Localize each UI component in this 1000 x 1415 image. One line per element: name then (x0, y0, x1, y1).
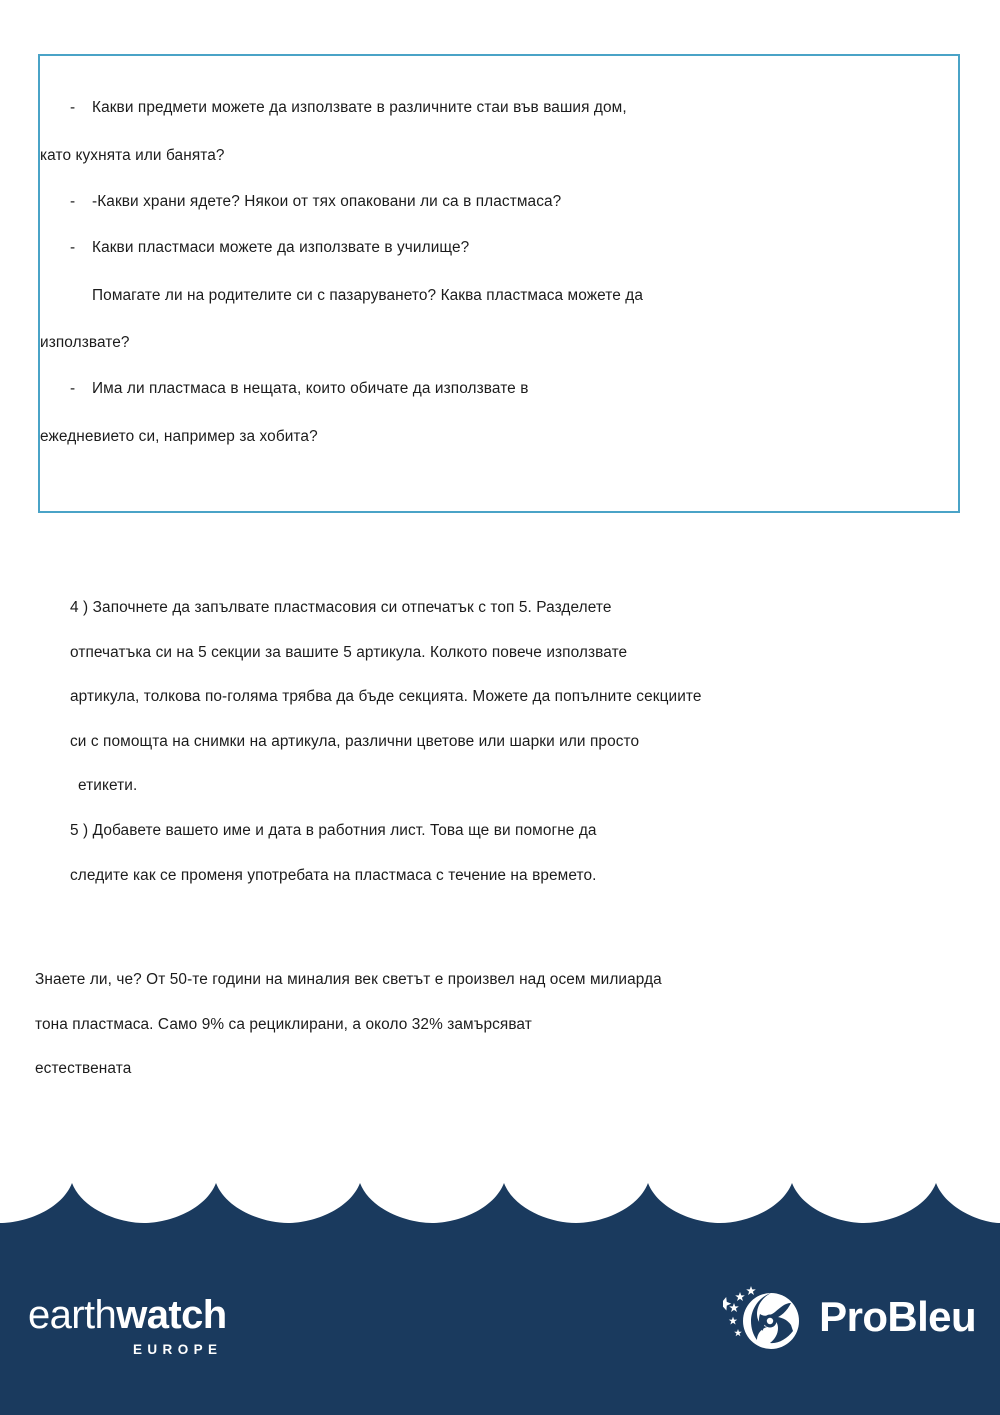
step-5-line: 5 ) Добавете вашето име и дата в работния лист. Това ще ви помогне да (70, 821, 597, 839)
question-text: Какви пластмаси можете да използвате в училище? (92, 239, 470, 257)
probleu-wordmark: ProBleu (819, 1293, 976, 1340)
step-4-line: отпечатъка си на 5 секции за вашите 5 артикула. Колкото повече използвате (70, 643, 628, 661)
question-item-wrap (40, 333, 934, 381)
wave-decoration-icon (0, 1183, 1000, 1245)
step-4-line: етикети. (78, 777, 138, 795)
question-item-wrap (40, 427, 934, 475)
step-4-line: 4 ) Започнете да запълвате пластмасовия си отпечатък с топ 5. Разделете (70, 599, 612, 616)
question-box (38, 54, 960, 513)
question-item (70, 194, 934, 241)
bullet-dash: - (70, 379, 76, 397)
question-item (70, 287, 934, 334)
page-footer (0, 1185, 1000, 1415)
earthwatch-word-bold: watch (116, 1293, 227, 1337)
bullet-dash: - (70, 239, 76, 257)
step-4-line: артикула, толкова по-голяма трябва да бъде секцията. Можете да попълните секциите (70, 688, 702, 706)
question-item (70, 381, 934, 428)
step-4-line: си с помощта на снимки на артикула, различни цветове или шарки или просто (70, 732, 640, 750)
probleu-logo (723, 1281, 976, 1353)
question-text-continued: като кухнята или банята? (40, 146, 225, 164)
steps-block (70, 600, 930, 912)
fact-line: Знаете ли, че? От 50-те години на миналия век светът е произвел над осем милиарда (35, 971, 662, 988)
question-text-continued: ежедневието си, например за хобита? (40, 427, 318, 445)
earthwatch-wordmark (28, 1295, 227, 1335)
bullet-dash: - (70, 99, 76, 116)
earthwatch-subtitle: EUROPE (133, 1342, 223, 1357)
earthwatch-word-light: earth (28, 1293, 117, 1337)
question-item (70, 100, 934, 147)
probleu-emblem-icon (723, 1281, 807, 1353)
question-box-content (40, 99, 934, 474)
fact-block (35, 972, 935, 1106)
question-text: -Какви храни ядете? Някои от тях опаковани ли са в пластмаса? (92, 192, 562, 210)
question-text-continued: използвате? (40, 333, 130, 351)
question-text: Помагате ли на родителите си с пазаруването? Каква пластмаса можете да (92, 287, 644, 305)
earthwatch-logo (28, 1295, 227, 1357)
question-text: Има ли пластмаса в нещата, които обичате да използвате в (92, 379, 529, 397)
question-text: Какви предмети можете да използвате в различните стаи във вашия дом, (92, 99, 627, 116)
question-item-wrap (40, 146, 934, 194)
step-5-line: следите как се променя употребата на пластмаса с течение на времето. (70, 866, 597, 884)
fact-line: естествената (35, 1060, 132, 1078)
fact-line: тона пластмаса. Само 9% са рециклирани, а около 32% замърсяват (35, 1015, 532, 1033)
question-item (70, 240, 934, 287)
bullet-dash: - (70, 192, 76, 210)
